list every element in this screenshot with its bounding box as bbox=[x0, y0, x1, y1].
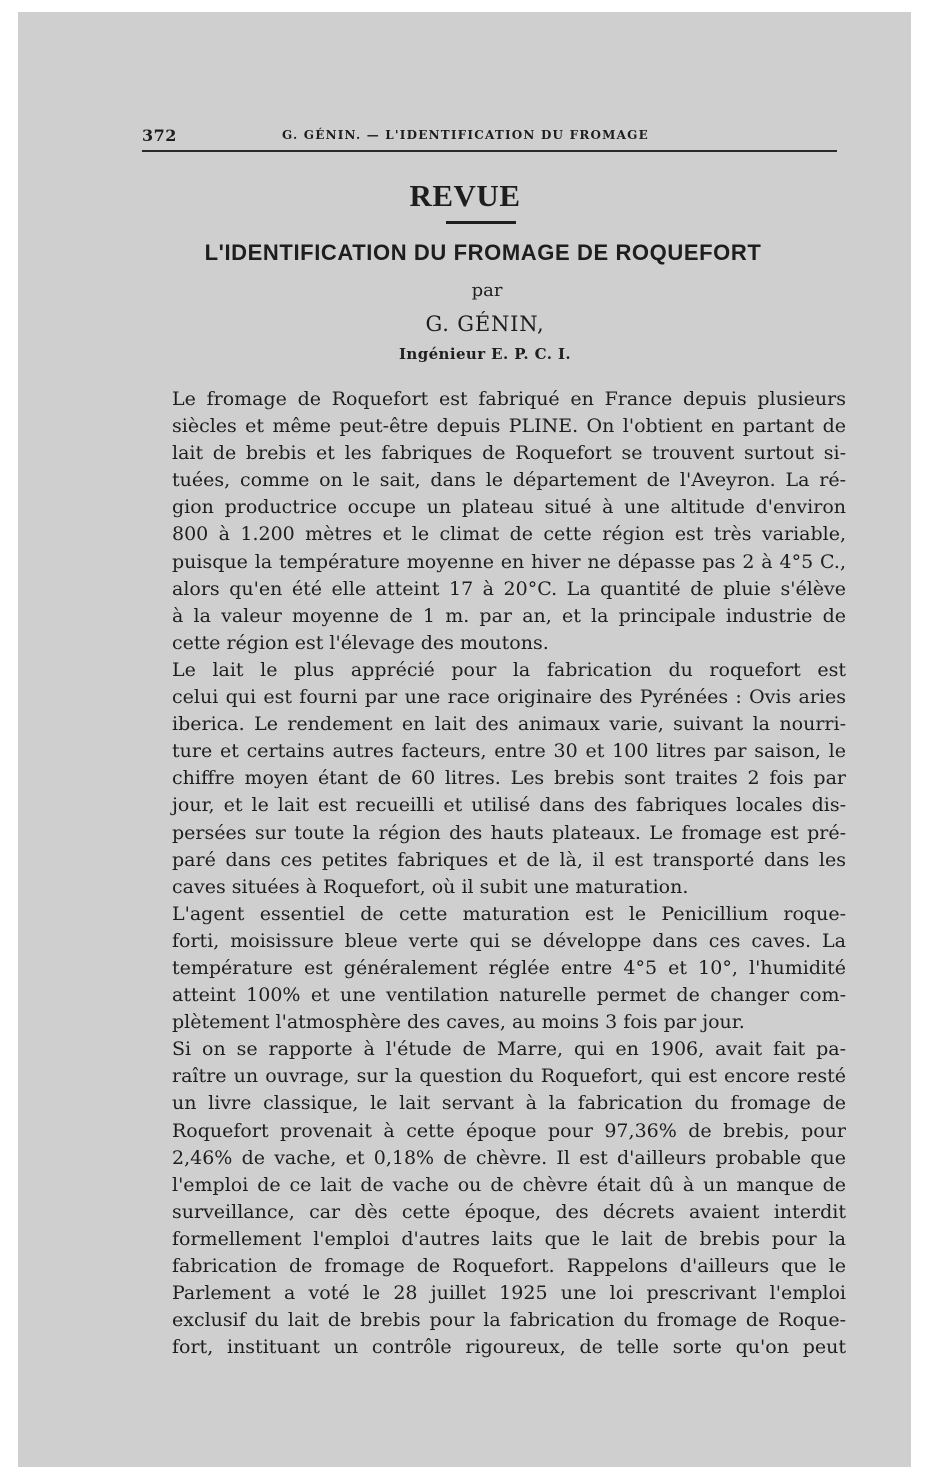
paragraph bbox=[143, 901, 846, 1036]
running-header bbox=[142, 122, 837, 152]
text-line: paré dans ces petites fabriques et de là, il est transporté dans les bbox=[172, 848, 846, 871]
text-line: formellement l'emploi d'autres laits que le lait de brebis pour la bbox=[172, 1227, 846, 1250]
text-line: fort, instituant un contrôle rigoureux, de telle sorte qu'on peut bbox=[172, 1336, 846, 1359]
page-number: 372 bbox=[142, 126, 177, 145]
text-line: chiffre moyen étant de 60 litres. Les brebis sont traites 2 fois par bbox=[172, 767, 846, 790]
running-head: G. GÉNIN. — L'IDENTIFICATION DU FROMAGE bbox=[282, 128, 649, 142]
text-line: 2,46% de vache, et 0,18% de chèvre. Il est d'ailleurs probable que bbox=[172, 1146, 846, 1169]
author-affiliation: Ingénieur E. P. C. I. bbox=[398, 345, 571, 363]
paragraph bbox=[143, 1036, 846, 1361]
text-line: lait de brebis et les fabriques de Roquefort se trouvent surtout si- bbox=[172, 442, 846, 465]
text-line: plètement l'atmosphère des caves, au moins 3 fois par jour. bbox=[172, 1011, 745, 1034]
paragraph bbox=[143, 657, 846, 901]
text-line: température est généralement réglée entre 4°5 et 10°, l'humidité bbox=[172, 956, 846, 979]
text-line: iberica. Le rendement en lait des animaux varie, suivant la nourri- bbox=[172, 713, 846, 736]
text-line: Parlement a voté le 28 juillet 1925 une loi prescrivant l'emploi bbox=[172, 1282, 846, 1305]
text-line: raître un ouvrage, sur la question du Roquefort, qui est encore resté bbox=[172, 1065, 846, 1088]
text-line: atteint 100% et une ventilation naturelle permet de changer com- bbox=[172, 984, 846, 1007]
paragraph bbox=[143, 386, 846, 657]
text-line: cette région est l'élevage des moutons. bbox=[172, 631, 549, 654]
text-line: surveillance, car dès cette époque, des décrets avaient interdit bbox=[172, 1200, 846, 1223]
text-line: l'emploi de ce lait de vache ou de chèvre était dû à un manque de bbox=[172, 1173, 846, 1196]
text-line: alors qu'en été elle atteint 17 à 20°C. La quantité de pluie s'élève bbox=[172, 577, 846, 600]
text-line: celui qui est fourni par une race originaire des Pyrénées : Ovis aries bbox=[172, 686, 846, 709]
text-line: forti, moisissure bleue verte qui se développe dans ces caves. La bbox=[172, 929, 846, 952]
author-name: G. GÉNIN, bbox=[425, 312, 545, 336]
text-line: à la valeur moyenne de 1 m. par an, et la principale industrie de bbox=[172, 604, 846, 627]
text-line: ture et certains autres facteurs, entre 30 et 100 litres par saison, le bbox=[172, 740, 846, 763]
byline-par: par bbox=[471, 280, 503, 301]
section-rule bbox=[446, 221, 516, 224]
article-title: L'IDENTIFICATION DU FROMAGE DE ROQUEFORT bbox=[204, 240, 762, 265]
text-line: fabrication de fromage de Roquefort. Rappelons d'ailleurs que le bbox=[172, 1255, 846, 1277]
text-line: un livre classique, le lait servant à la fabrication du fromage de bbox=[172, 1092, 846, 1115]
text-line: caves situées à Roquefort, où il subit une maturation. bbox=[172, 875, 689, 898]
text-line: Si on se rapporte à l'étude de Marre, qui en 1906, avait fait pa- bbox=[172, 1038, 846, 1061]
section-heading: REVUE bbox=[409, 178, 521, 213]
text-line: siècles et même peut-être depuis PLINE. On l'obtient en partant de bbox=[172, 415, 846, 438]
text-line: gion productrice occupe un plateau situé à une altitude d'environ bbox=[172, 496, 846, 519]
text-line: persées sur toute la région des hauts plateaux. Le fromage est pré- bbox=[172, 821, 846, 844]
article-body bbox=[143, 386, 846, 1361]
text-line: tuées, comme on le sait, dans le département de l'Aveyron. La ré- bbox=[172, 469, 846, 492]
text-line: L'agent essentiel de cette maturation est le Penicillium roque- bbox=[172, 902, 846, 925]
text-line: 800 à 1.200 mètres et le climat de cette région est très variable, bbox=[172, 523, 846, 546]
text-line: Roquefort provenait à cette époque pour 97,36% de brebis, pour bbox=[172, 1119, 846, 1142]
text-line: puisque la température moyenne en hiver ne dépasse pas 2 à 4°5 C., bbox=[172, 550, 846, 573]
text-line: jour, et le lait est recueilli et utilisé dans des fabriques locales dis- bbox=[172, 794, 846, 817]
text-line: exclusif du lait de brebis pour la fabrication du fromage de Roque- bbox=[172, 1309, 846, 1332]
text-line: Le fromage de Roquefort est fabriqué en France depuis plusieurs bbox=[172, 388, 846, 410]
text-line: Le lait le plus apprécié pour la fabrication du roquefort est bbox=[172, 658, 846, 681]
